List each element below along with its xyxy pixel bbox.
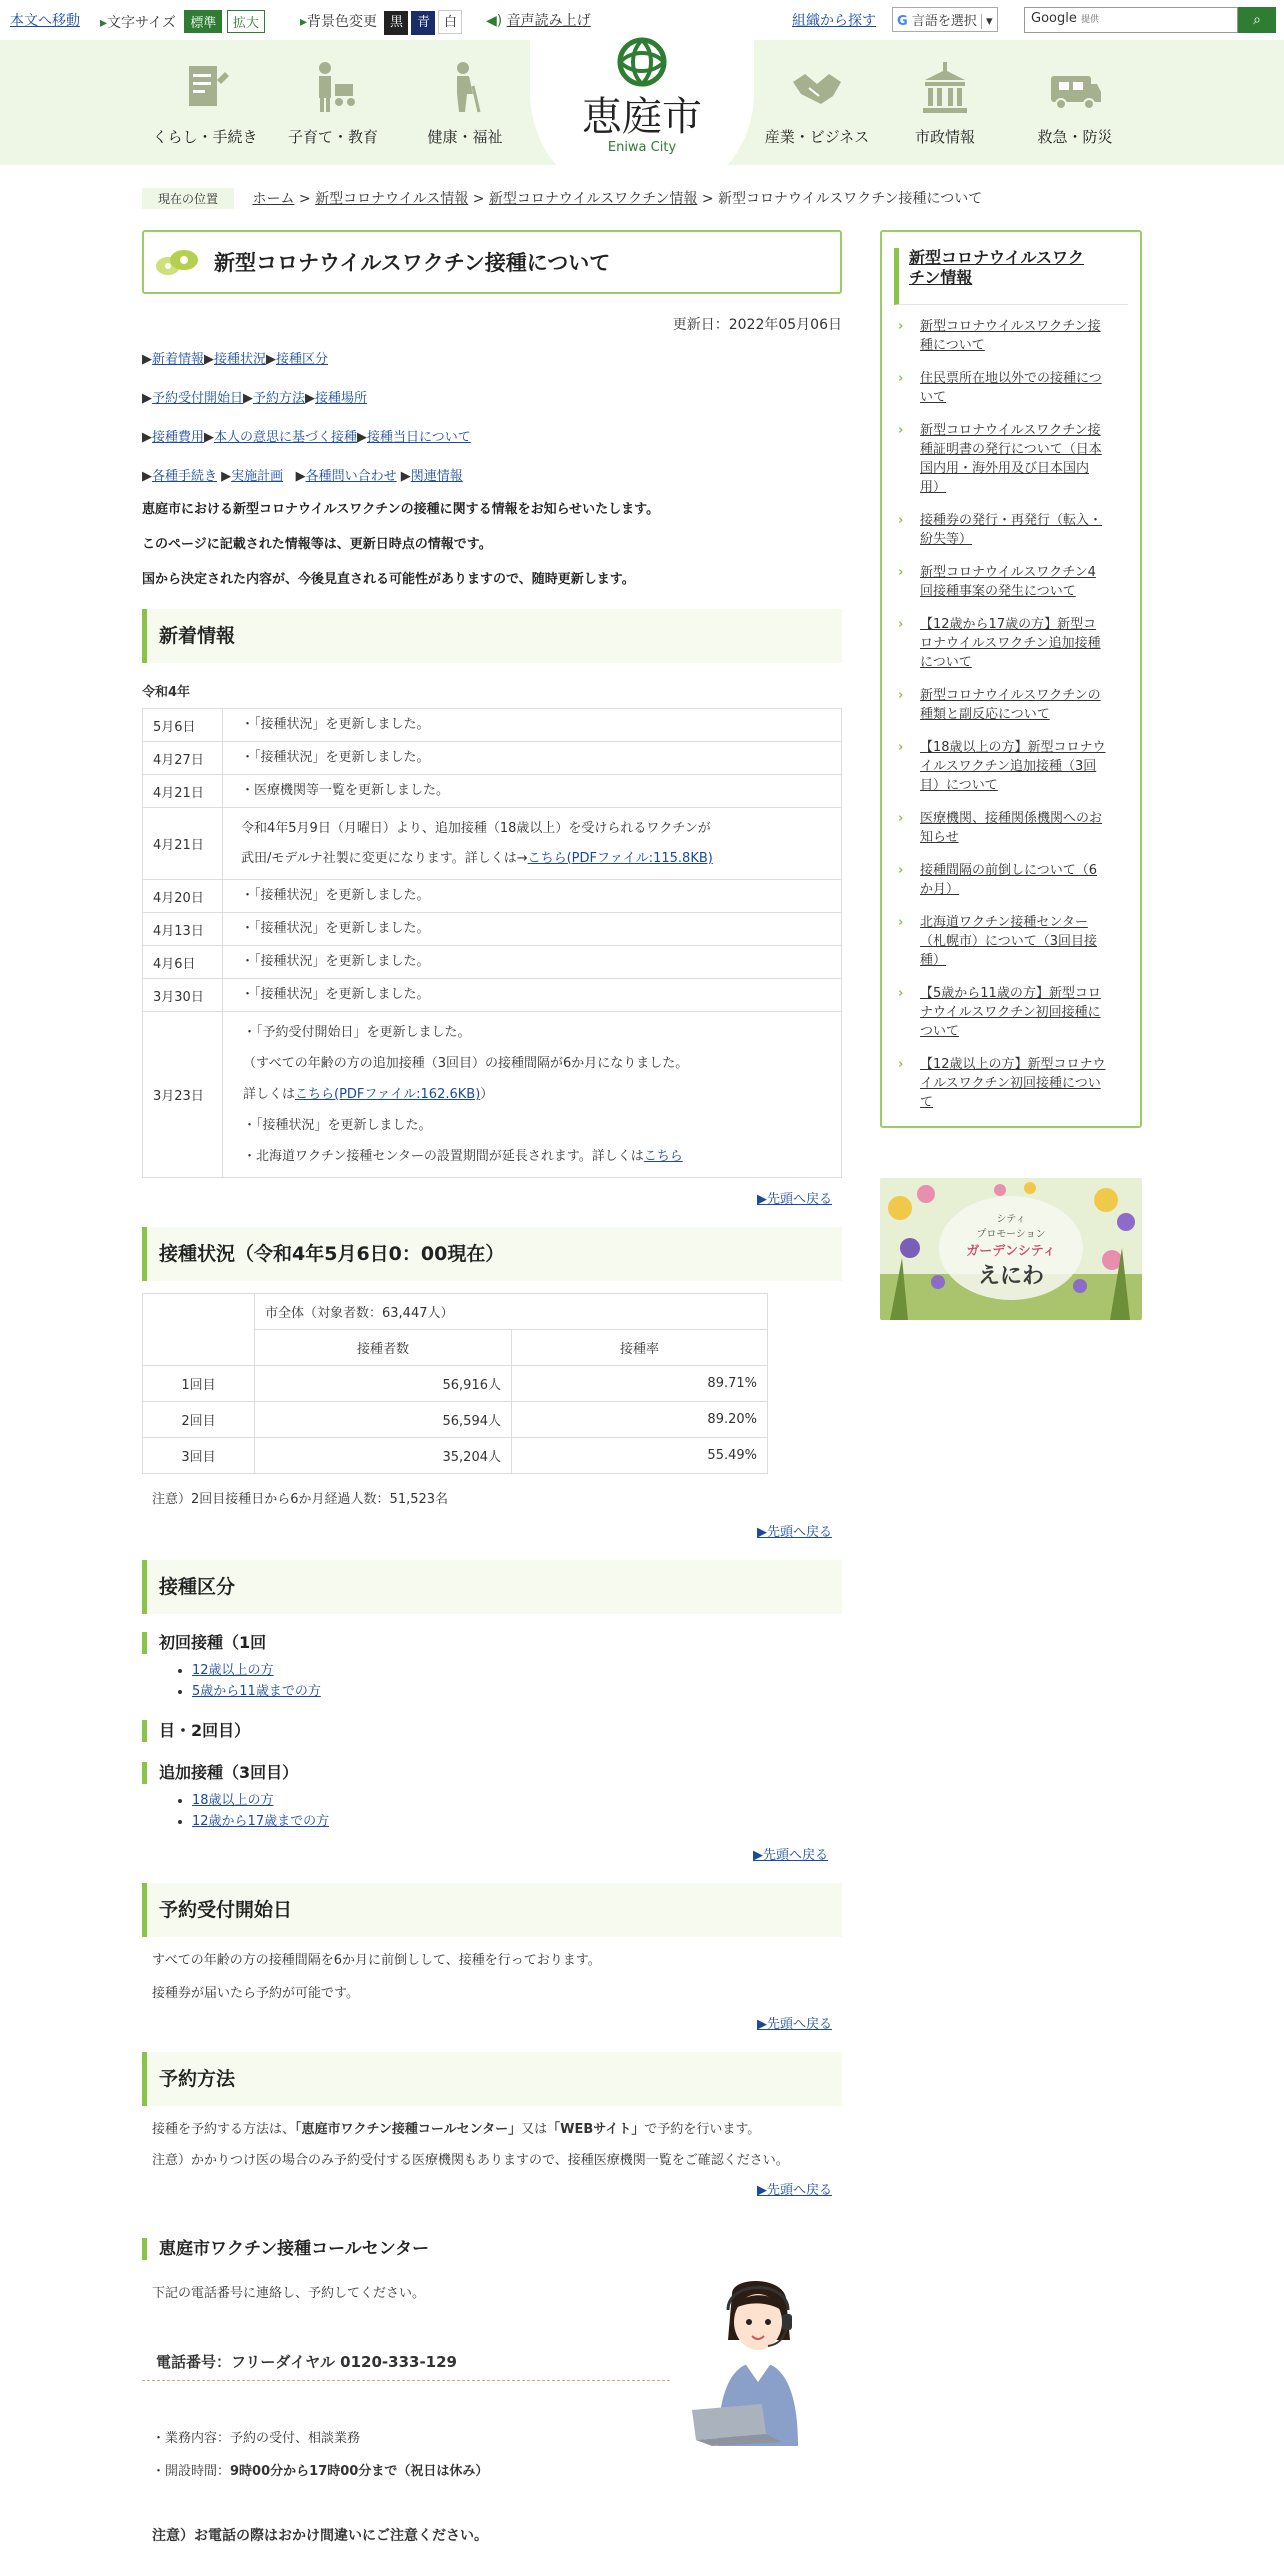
news-text: ・「接種状況」を更新しました。 xyxy=(223,880,842,913)
booster-links xyxy=(192,1790,842,1832)
initial-dose-heading-cont: 目・2回目） xyxy=(142,1720,842,1742)
sidebar-item-line: 種） xyxy=(920,953,947,968)
sidebar-item-label xyxy=(920,513,1102,547)
sidebar-item-line: 【5歳から11歳の方】新型コロ xyxy=(920,986,1101,1001)
news-text: （すべての年齢の方の追加接種（3回目）の接種間隔が6か月になりました。 xyxy=(243,1056,689,1071)
callcenter-text: 下記の電話番号に連絡し、予約してください。 xyxy=(152,2286,426,2301)
text-span: 接種を予約する方法は、 xyxy=(152,2122,296,2137)
column-header: 接種率 xyxy=(512,1330,768,1366)
main-content xyxy=(142,230,842,2568)
sidebar-title-line: 新型コロナウイルスワク xyxy=(909,248,1085,267)
sidebar-item[interactable] xyxy=(894,615,1128,672)
sidebar-item-line: 接種間隔の前倒しについて（6 xyxy=(920,863,1098,878)
back-to-top-link[interactable] xyxy=(142,1521,842,1540)
sidebar-item-label xyxy=(920,423,1102,495)
toc-line: ▶予約受付開始日▶予約方法▶接種場所 xyxy=(142,391,368,406)
news-date: 4月21日 xyxy=(143,808,223,880)
org-search-link[interactable]: 組織から探す xyxy=(792,13,876,29)
intro-line: 恵庭市における新型コロナウイルスワクチンの接種に関する情報をお知らせいたします。 xyxy=(142,502,660,517)
sidebar-item-label xyxy=(920,863,1097,897)
text-span: ・開設時間： xyxy=(152,2464,231,2479)
dose-count: 35,204人 xyxy=(255,1438,512,1474)
callcenter-heading: 恵庭市ワクチン接種コールセンター xyxy=(142,2238,842,2260)
toc-link[interactable]: 関連情報 xyxy=(410,469,463,484)
sidebar-item[interactable] xyxy=(894,738,1128,795)
sidebar-item-line: 国内用・海外用及び日本国内 xyxy=(920,461,1090,476)
nav-label: 子育て・教育 xyxy=(287,128,378,146)
news-text: ・「接種状況」を更新しました。 xyxy=(223,742,842,775)
site-search xyxy=(1024,7,1276,33)
sidebar-item-line: 【18歳以上の方】新型コロナウ xyxy=(920,740,1106,755)
toc-line: ▶新着情報▶接種状況▶接種区分 xyxy=(142,352,329,367)
list-item xyxy=(192,1681,842,1702)
news-text-multiline xyxy=(223,808,842,880)
news-date: 4月20日 xyxy=(143,880,223,913)
back-to-top-label: ▶先頭へ戻る xyxy=(757,2183,832,2198)
table-row xyxy=(143,742,842,775)
cane-person-icon xyxy=(437,60,493,116)
text-span: 又は xyxy=(521,2122,548,2137)
dose-count: 56,916人 xyxy=(255,1366,512,1402)
news-text: ・「接種状況」を更新しました。 xyxy=(223,946,842,979)
search-brand: Google xyxy=(1031,11,1077,26)
news-text: ・「接種状況」を更新しました。 xyxy=(223,913,842,946)
news-heading: 新着情報 xyxy=(142,609,842,663)
table-row xyxy=(143,1012,842,1178)
column-header: 接種者数 xyxy=(255,1330,512,1366)
read-aloud-label: 音声読み上げ xyxy=(506,13,591,29)
fontsize-label: 文字サイズ xyxy=(107,15,176,31)
dose-rate: 89.20% xyxy=(512,1402,768,1438)
bgcolor-label: 背景色変更 xyxy=(307,14,378,30)
sidebar-item-label xyxy=(920,1057,1106,1110)
ambulance-icon xyxy=(1047,60,1103,116)
nav-health[interactable] xyxy=(400,60,530,147)
sidebar-item[interactable] xyxy=(894,369,1128,407)
sidebar-item-label xyxy=(920,915,1097,968)
news-text: ・「予約受付開始日」を更新しました。 xyxy=(243,1025,471,1040)
bgcolor-control xyxy=(300,10,462,35)
flower-icon xyxy=(154,246,204,280)
intro-line: このページに記載された情報等は、更新日時点の情報です。 xyxy=(142,537,492,552)
sidebar-item-line: 用） xyxy=(920,480,947,495)
news-date: 4月13日 xyxy=(143,913,223,946)
nav-label: 市政情報 xyxy=(914,128,975,146)
intro-line: 国から決定された内容が、今後見直される可能性がありますので、随時更新します。 xyxy=(142,572,635,587)
details-link[interactable]: こちら xyxy=(643,1149,683,1164)
toc-line: ▶接種費用▶本人の意思に基づく接種▶接種当日について xyxy=(142,430,471,445)
news-text: ・医療機関等一覧を更新しました。 xyxy=(223,775,842,808)
sidebar-item-line: 【12歳以上の方】新型コロナウ xyxy=(920,1057,1106,1072)
news-text: ・「接種状況」を更新しました。 xyxy=(223,979,842,1012)
page-title-box xyxy=(142,230,842,294)
site-header xyxy=(0,40,1284,165)
bg-blue-button[interactable]: 青 xyxy=(411,11,435,35)
status-heading: 接種状況（令和4年5月6日0：00現在） xyxy=(142,1227,842,1281)
search-icon: ⌕ xyxy=(1253,12,1261,28)
city-logo[interactable] xyxy=(530,40,754,205)
table-corner xyxy=(143,1294,255,1366)
table-row xyxy=(143,1366,768,1402)
sidebar-item[interactable] xyxy=(894,686,1128,724)
table-row xyxy=(143,1402,768,1438)
status-scope: 市全体（対象者数：63,447人） xyxy=(255,1294,768,1330)
nav-label: 救急・防災 xyxy=(1037,128,1113,146)
table-row xyxy=(143,1438,768,1474)
initial-dose-links xyxy=(192,1660,842,1702)
sidebar-item-line: 接種券の発行・再発行（転入・ xyxy=(920,513,1103,528)
table-row xyxy=(143,709,842,742)
sidebar-item-label xyxy=(920,565,1096,599)
news-text-line xyxy=(243,1079,823,1110)
breadcrumb-current: 新型コロナウイルスワクチン接種について xyxy=(718,191,983,207)
city-emblem-icon xyxy=(614,34,670,90)
toc-link[interactable]: 予約受付開始日 xyxy=(152,391,244,406)
city-hall-icon xyxy=(917,60,973,116)
sidebar-item-line: 北海道ワクチン接種センター xyxy=(920,915,1088,930)
news-date: 4月27日 xyxy=(143,742,223,775)
toc-link[interactable]: 接種区分 xyxy=(276,352,329,367)
sidebar-item-label xyxy=(920,740,1106,793)
back-to-top-label: ▶先頭へ戻る xyxy=(757,1192,832,1207)
toc-link[interactable]: 接種当日について xyxy=(367,430,471,445)
sidebar-item-line: 目）について xyxy=(920,778,998,793)
sidebar-item-label xyxy=(920,371,1102,405)
nav-label: 産業・ビジネス xyxy=(764,128,870,146)
pdf-link[interactable]: こちら(PDFファイル:162.6KB) xyxy=(295,1087,481,1102)
reserve-method-text xyxy=(142,2118,842,2137)
city-name-en: Eniwa City xyxy=(607,140,677,155)
bg-white-button[interactable]: 白 xyxy=(438,10,462,34)
reserve-start-heading: 予約受付開始日 xyxy=(142,1883,842,1937)
news-text: 詳しくは xyxy=(243,1087,296,1102)
garden-city-banner[interactable] xyxy=(880,1178,1142,1320)
back-to-top-link[interactable] xyxy=(142,1188,842,1207)
list-item xyxy=(192,1660,842,1681)
sidebar-title-line: チン情報 xyxy=(909,268,973,287)
banner-big: えにわ xyxy=(977,1264,1044,1289)
reserve-start-text: 接種券が届いたら予約が可能です。 xyxy=(152,1986,359,2001)
city-name: 恵庭市 xyxy=(582,94,702,140)
news-date: 4月6日 xyxy=(143,946,223,979)
text-span-bold: 「恵庭市ワクチン接種コールセンター」 xyxy=(295,2122,522,2137)
skip-to-content-link[interactable]: 本文へ移動 xyxy=(10,13,80,29)
news-table xyxy=(142,708,842,1178)
sidebar xyxy=(880,230,1142,1128)
pdf-link[interactable]: こちら(PDFファイル:115.8KB) xyxy=(527,850,713,866)
callcenter-warning: 注意）お電話の際はおかけ間違いにご注意ください。 xyxy=(152,2528,488,2544)
toc-link[interactable]: 各種手続き xyxy=(152,469,218,484)
toc-link[interactable]: 各種問い合わせ xyxy=(305,469,397,484)
text-span-bold: 「WEBサイト」 xyxy=(547,2122,645,2137)
google-g-icon: G xyxy=(897,14,908,29)
booster-heading: 追加接種（3回目） xyxy=(142,1762,842,1784)
news-date: 3月30日 xyxy=(143,979,223,1012)
nav-label: 健康・福祉 xyxy=(427,128,503,146)
dose-count: 56,594人 xyxy=(255,1402,512,1438)
sidebar-item[interactable] xyxy=(894,1055,1128,1112)
nav-emergency[interactable] xyxy=(1010,60,1140,147)
toc-line: ▶各種手続き ▶実施計画 ▶各種問い合わせ ▶関連情報 xyxy=(142,469,463,484)
sidebar-list xyxy=(894,317,1128,1112)
sidebar-item-line: 種について xyxy=(920,338,985,353)
page-title: 新型コロナウイルスワクチン接種について xyxy=(214,251,611,275)
toc-link[interactable]: 新着情報 xyxy=(152,352,205,367)
category-link[interactable]: 18歳以上の方 xyxy=(192,1793,274,1808)
sidebar-item[interactable] xyxy=(894,511,1128,549)
reserve-method-note: 注意）かかりつけ医の場合のみ予約受付する医療機関もありますので、接種医療機関一覧をご確認ください。 xyxy=(152,2153,789,2168)
sidebar-item-label xyxy=(920,617,1101,670)
toc-link[interactable]: 予約方法 xyxy=(253,391,306,406)
nav-childcare[interactable] xyxy=(268,60,398,147)
toc-link[interactable]: 接種状況 xyxy=(214,352,267,367)
news-text: ・北海道ワクチン接種センターの設置期間が延長されます。詳しくは xyxy=(243,1149,644,1164)
sidebar-item[interactable] xyxy=(894,913,1128,970)
reserve-method-heading: 予約方法 xyxy=(142,2052,842,2106)
sidebar-item-line: イルスワクチン初回接種につい xyxy=(920,1076,1101,1091)
sidebar-item-line: 回接種事案の発生について xyxy=(920,584,1076,599)
sidebar-item-label xyxy=(920,688,1101,722)
category-link[interactable]: 12歳から17歳までの方 xyxy=(192,1814,330,1829)
banner-mid: ガーデンシティ xyxy=(966,1244,1056,1259)
sidebar-item[interactable] xyxy=(894,984,1128,1041)
breadcrumb-vaccine[interactable]: 新型コロナウイルスワクチン情報 xyxy=(488,191,698,207)
updated-date: 更新日：2022年05月06日 xyxy=(672,317,842,333)
sidebar-item-line: 種証明書の発行について（日本 xyxy=(920,442,1102,457)
sidebar-title[interactable] xyxy=(894,248,1128,305)
category-link[interactable]: 5歳から11歳までの方 xyxy=(192,1684,321,1699)
toc-link[interactable]: 実施計画 xyxy=(231,469,284,484)
back-to-top-link[interactable] xyxy=(142,2013,842,2032)
callcenter-work: ・業務内容：予約の受付、相談業務 xyxy=(152,2431,361,2446)
callcenter-phone: 電話番号：フリーダイヤル 0120-333-129 xyxy=(142,2351,670,2381)
toc-link[interactable]: 接種費用 xyxy=(152,430,205,445)
parent-stroller-icon xyxy=(305,60,361,116)
table-of-contents xyxy=(142,348,842,484)
chevron-down-icon: ▾ xyxy=(981,14,993,29)
back-to-top-label: ▶先頭へ戻る xyxy=(757,2017,832,2032)
search-tag: 提供 xyxy=(1080,15,1099,25)
sidebar-item-line: か月） xyxy=(920,882,960,897)
sidebar-item-line: 新型コロナウイルスワクチン接 xyxy=(920,319,1101,334)
toc-link[interactable]: 接種場所 xyxy=(315,391,368,406)
bg-black-button[interactable]: 黒 xyxy=(384,11,408,35)
read-aloud-link[interactable] xyxy=(486,10,591,30)
nav-city-info[interactable] xyxy=(880,60,1010,147)
news-date: 5月6日 xyxy=(143,709,223,742)
banner-text xyxy=(880,1210,1142,1290)
sidebar-item-line: 新型コロナウイルスワクチン接 xyxy=(920,423,1101,438)
reserve-start-text: すべての年齢の方の接種間隔を6か月に前倒しして、接種を行っております。 xyxy=(152,1953,601,1968)
initial-dose-heading: 初回接種（1回 xyxy=(142,1632,842,1654)
news-date: 3月23日 xyxy=(143,1012,223,1178)
sidebar-item-line: イルスワクチン追加接種（3回 xyxy=(920,759,1097,774)
breadcrumb-home[interactable]: ホーム xyxy=(252,191,295,207)
dose-label: 3回目 xyxy=(143,1438,255,1474)
news-text: ・「接種状況」を更新しました。 xyxy=(223,709,842,742)
breadcrumb-tag: 現在の位置 xyxy=(142,188,234,209)
breadcrumb-separator: > xyxy=(298,191,316,207)
back-to-top-label: ▶先頭へ戻る xyxy=(753,1848,828,1863)
back-to-top-link[interactable] xyxy=(142,2179,842,2198)
sidebar-item[interactable] xyxy=(894,421,1128,497)
table-row xyxy=(143,775,842,808)
sidebar-item-line: 紛失等） xyxy=(920,532,973,547)
search-button[interactable] xyxy=(1238,7,1276,33)
back-to-top-label: ▶先頭へ戻る xyxy=(757,1525,832,1540)
triangle-icon: ▸ xyxy=(300,14,308,30)
category-heading: 接種区分 xyxy=(142,1560,842,1614)
dose-label: 1回目 xyxy=(143,1366,255,1402)
sidebar-item-current[interactable] xyxy=(894,317,1128,355)
handshake-icon xyxy=(789,60,845,116)
sidebar-item-line: て xyxy=(920,1095,934,1110)
table-row xyxy=(143,979,842,1012)
language-select-label: 言語を選択 xyxy=(911,14,977,29)
search-input[interactable] xyxy=(1024,7,1238,33)
breadcrumb-separator: > xyxy=(472,191,489,207)
sidebar-item-label xyxy=(920,319,1101,353)
sidebar-item-line: 知らせ xyxy=(920,830,959,845)
breadcrumb-covid[interactable]: 新型コロナウイルス情報 xyxy=(315,191,469,207)
status-table xyxy=(142,1293,768,1474)
sidebar-item-line: 種類と副反応について xyxy=(920,707,1050,722)
table-row xyxy=(143,880,842,913)
dose-label: 2回目 xyxy=(143,1402,255,1438)
sidebar-item-line: いて xyxy=(920,390,947,405)
list-item xyxy=(192,1811,842,1832)
table-row xyxy=(143,913,842,946)
speaker-icon: ◀) xyxy=(486,13,503,29)
breadcrumb xyxy=(142,188,982,209)
language-select[interactable] xyxy=(892,7,998,32)
sidebar-item-line: 医療機関、接種関係機関へのお xyxy=(920,811,1103,826)
news-text: 武田/モデルナ社製に変更になります。詳しくは→ xyxy=(241,850,528,866)
sidebar-item-line: 新型コロナウイルスワクチンの xyxy=(920,688,1101,703)
category-link[interactable]: 12歳以上の方 xyxy=(192,1663,274,1678)
sidebar-item-line: について xyxy=(920,655,972,670)
intro-text xyxy=(142,498,842,587)
operator-illustration xyxy=(682,2270,832,2446)
status-note: 注意）2回目接種日から6か月経過人数：51,523名 xyxy=(152,1492,449,1507)
news-era: 令和4年 xyxy=(142,685,191,700)
news-text: ・「接種状況」を更新しました。 xyxy=(243,1118,432,1133)
callcenter-hours xyxy=(142,2460,842,2479)
document-pen-icon xyxy=(177,60,233,116)
fontsize-control xyxy=(100,10,265,33)
dose-rate: 89.71% xyxy=(512,1366,768,1402)
text-span-bold: 9時00分から17時00分まで（祝日は休み） xyxy=(230,2464,489,2479)
sidebar-item-line: ついて xyxy=(920,1024,960,1039)
breadcrumb-separator: > xyxy=(701,191,719,207)
fontsize-large-button[interactable]: 拡大 xyxy=(227,10,265,33)
sidebar-item-label xyxy=(920,811,1102,845)
dose-rate: 55.49% xyxy=(512,1438,768,1474)
news-date: 4月21日 xyxy=(143,775,223,808)
table-row xyxy=(143,1294,768,1330)
sidebar-item-line: 【12歳から17歳の方】新型コ xyxy=(920,617,1097,632)
sidebar-item-line: 住民票所在地以外での接種につ xyxy=(920,371,1102,386)
banner-small2: プロモーション xyxy=(976,1229,1046,1240)
news-text-line xyxy=(243,1141,823,1172)
news-text-line2 xyxy=(241,844,823,874)
triangle-icon: ▸ xyxy=(100,15,108,31)
sidebar-item[interactable] xyxy=(894,809,1128,847)
sidebar-item-line: ロナウイルスワクチン追加接種 xyxy=(920,636,1101,651)
news-text: 令和4年5月9日（月曜日）より、追加接種（18歳以上）を受けられるワクチンが xyxy=(241,820,711,836)
toc-link[interactable]: 本人の意思に基づく接種 xyxy=(214,430,358,445)
text-span: で予約を行います。 xyxy=(644,2122,761,2137)
news-text-multiline xyxy=(223,1012,842,1178)
table-row xyxy=(143,946,842,979)
list-item xyxy=(192,1790,842,1811)
sidebar-item[interactable] xyxy=(894,563,1128,601)
nav-label: くらし・手続き xyxy=(152,128,258,146)
table-row xyxy=(143,808,842,880)
sidebar-item-label xyxy=(920,986,1101,1039)
nav-business[interactable] xyxy=(752,60,882,147)
nav-living[interactable] xyxy=(140,60,270,147)
back-to-top-link[interactable] xyxy=(142,1844,842,1863)
news-text: ） xyxy=(480,1087,494,1102)
fontsize-standard-button[interactable]: 標準 xyxy=(184,10,222,33)
sidebar-item-line: 新型コロナウイルスワクチン4 xyxy=(920,565,1096,580)
banner-small: シティ xyxy=(996,1214,1026,1225)
sidebar-item[interactable] xyxy=(894,861,1128,899)
sidebar-item-line: ナウイルスワクチン初回接種に xyxy=(920,1005,1101,1020)
sidebar-item-line: （札幌市）について（3回目接 xyxy=(920,934,1098,949)
